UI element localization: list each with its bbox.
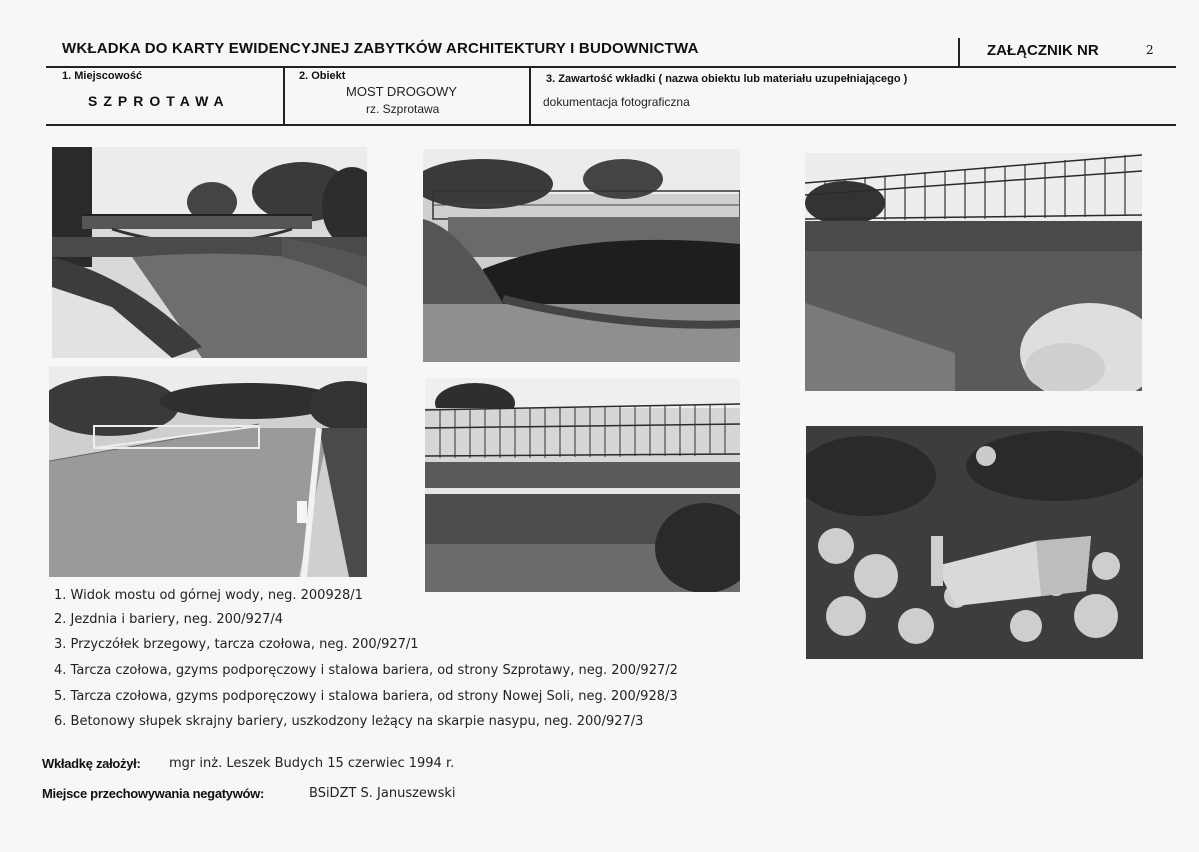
header-rule-top	[46, 66, 1176, 68]
caption-2: 2. Jezdnia i bariery, neg. 200/927/4	[54, 612, 284, 627]
caption-4: 4. Tarcza czołowa, gzyms podporęczowy i stalowa bariera, od strony Szprotawy, neg. 200/927/2	[54, 663, 678, 678]
content-label: 3. Zawartość wkładki ( nazwa obiektu lub materiału uzupełniającego )	[546, 73, 908, 85]
locality-value: SZPROTAWA	[88, 93, 230, 109]
photo-bridge-upstream	[52, 147, 367, 358]
object-sub: rz. Szprotawa	[366, 102, 440, 116]
field-divider-1	[283, 66, 285, 126]
content-value: dokumentacja fotograficzna	[543, 95, 690, 109]
caption-3: 3. Przyczółek brzegowy, tarcza czołowa, neg. 200/927/1	[54, 637, 419, 652]
photo-railing-nowa-sol	[805, 153, 1142, 391]
photo-damaged-post	[806, 426, 1143, 659]
object-value: MOST DROGOWY	[346, 84, 457, 99]
storage-label: Miejsce przechowywania negatywów:	[42, 786, 264, 801]
photo-abutment	[423, 149, 740, 362]
author-label: Wkładkę założył:	[42, 756, 141, 771]
caption-5: 5. Tarcza czołowa, gzyms podporęczowy i stalowa bariera, od strony Nowej Soli, neg. 200/928/3	[54, 689, 678, 704]
caption-1: 1. Widok mostu od górnej wody, neg. 200928/1	[54, 588, 363, 603]
header-divider	[958, 38, 960, 68]
caption-6: 6. Betonowy słupek skrajny bariery, uszkodzony leżący na skarpie nasypu, neg. 200/927/3	[54, 714, 644, 729]
object-label: 2. Obiekt	[299, 70, 346, 82]
photo-roadway-barriers	[49, 366, 367, 577]
photo-railing-szprotawa	[425, 378, 740, 592]
locality-label: 1. Miejscowość	[62, 70, 143, 82]
attachment-number: 2	[1146, 43, 1154, 57]
attachment-label: ZAŁĄCZNIK NR	[987, 42, 1099, 59]
document-title: WKŁADKA DO KARTY EWIDENCYJNEJ ZABYTKÓW ARCHITEKTURY I BUDOWNICTWA	[62, 40, 699, 57]
author-value: mgr inż. Leszek Budych 15 czerwiec 1994 r.	[169, 756, 455, 771]
header-rule-bottom	[46, 124, 1176, 126]
field-divider-2	[529, 66, 531, 126]
storage-value: BSiDZT S. Januszewski	[309, 786, 456, 801]
